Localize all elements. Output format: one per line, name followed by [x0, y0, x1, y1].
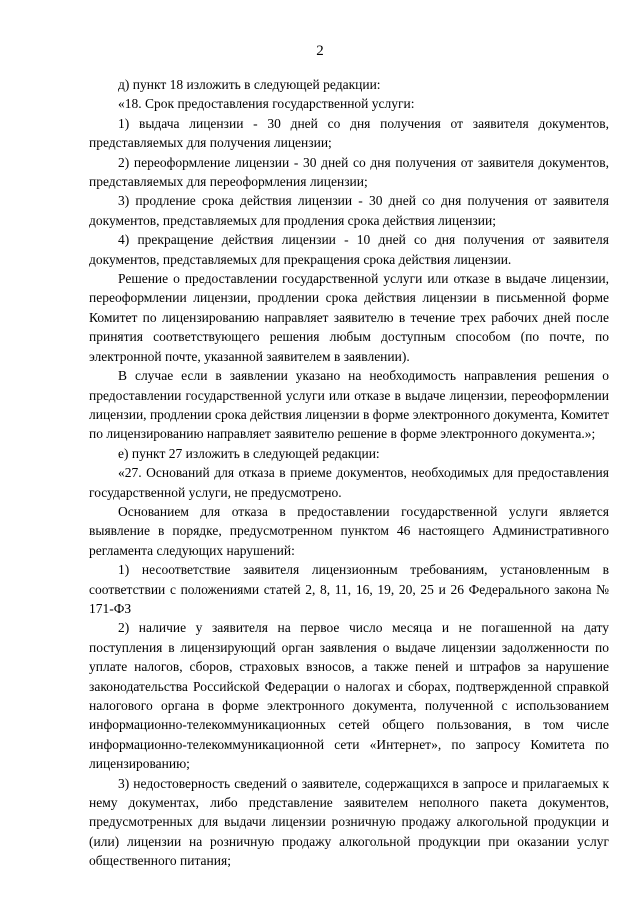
paragraph: Основанием для отказа в предоставлении государственной услуги является выявление в порядке, предусмотренном пунктом 46 настоящего Административного регламента следующих нарушений: [89, 503, 609, 558]
document-body [89, 75, 609, 871]
paragraph: 2) наличие у заявителя на первое число месяца и не погашенной на дату поступления в лицензирующий орган заявления о выдаче лицензии задолженности по уплате налогов, сборов, страховых взносов, а также пеней и штрафов за нарушение законодательства Российской Федерации о налогах и сборах, подтвержденной справкой налогового органа в форме электронного документа, полученной с использованием информационно-телекоммуникационных сетей общего пользования, в том числе информационно-телекоммуникационной сети «Интернет», по запросу Комитета по лицензированию; [89, 620, 609, 772]
paragraph: 2) переоформление лицензии - 30 дней со дня получения от заявителя документов, представляемых для переоформления лицензии; [89, 154, 609, 190]
paragraph: 4) прекращение действия лицензии - 10 дней со дня получения от заявителя документов, представляемых для прекращения срока действия лицензии. [89, 232, 609, 267]
paragraph: 3) продление срока действия лицензии - 30 дней со дня получения от заявителя документов, представляемых для продления срока действия лицензии; [89, 193, 609, 228]
paragraph: «18. Срок предоставления государственной услуги: [118, 96, 415, 112]
paragraph: 1) несоответствие заявителя лицензионным требованиям, установленным в соответствии с положениями статей 2, 8, 11, 16, 19, 20, 25 и 26 Федерального закона № 171-ФЗ [89, 562, 609, 616]
paragraph: д) пункт 18 изложить в следующей редакции: [118, 77, 381, 92]
paragraph: 1) выдача лицензии - 30 дней со дня получения от заявителя документов, представляемых для получения лицензии; [89, 115, 609, 151]
paragraph: 3) недостоверность сведений о заявителе, содержащихся в запросе и прилагаемых к нему документах, либо представление заявителем неполного пакета документов, предусмотренных для выдачи лицензии розничную продажу алкогольной продукции и (или) лицензии на розничную продажу алкогольной продукции при оказании услуг общественного питания; [89, 775, 609, 869]
paragraph: е) пункт 27 изложить в следующей редакции: [118, 445, 380, 461]
paragraph: «27. Оснований для отказа в приеме документов, необходимых для предоставления государственной услуги, не предусмотрено. [89, 465, 609, 500]
paragraph: Решение о предоставлении государственной услуги или отказе в выдаче лицензии, переоформлении лицензии, продлении срока действия лицензии в письменной форме Комитет по лицензированию направляет заявителю в течение трех рабочих дней после принятия соответствующего решения любым доступным способом (по почте, по электронной почте, указанной заявителем в заявлении). [89, 271, 609, 364]
page-number: 2 [316, 43, 324, 59]
paragraph: В случае если в заявлении указано на необходимость направления решения о предоставлении государственной услуги или отказе в выдаче лицензии, переоформлении лицензии, продлении срока действия лицензии в форме электронного документа, Комитет по лицензированию направляет заявителю решение в форме электронного документа.»; [89, 368, 609, 442]
